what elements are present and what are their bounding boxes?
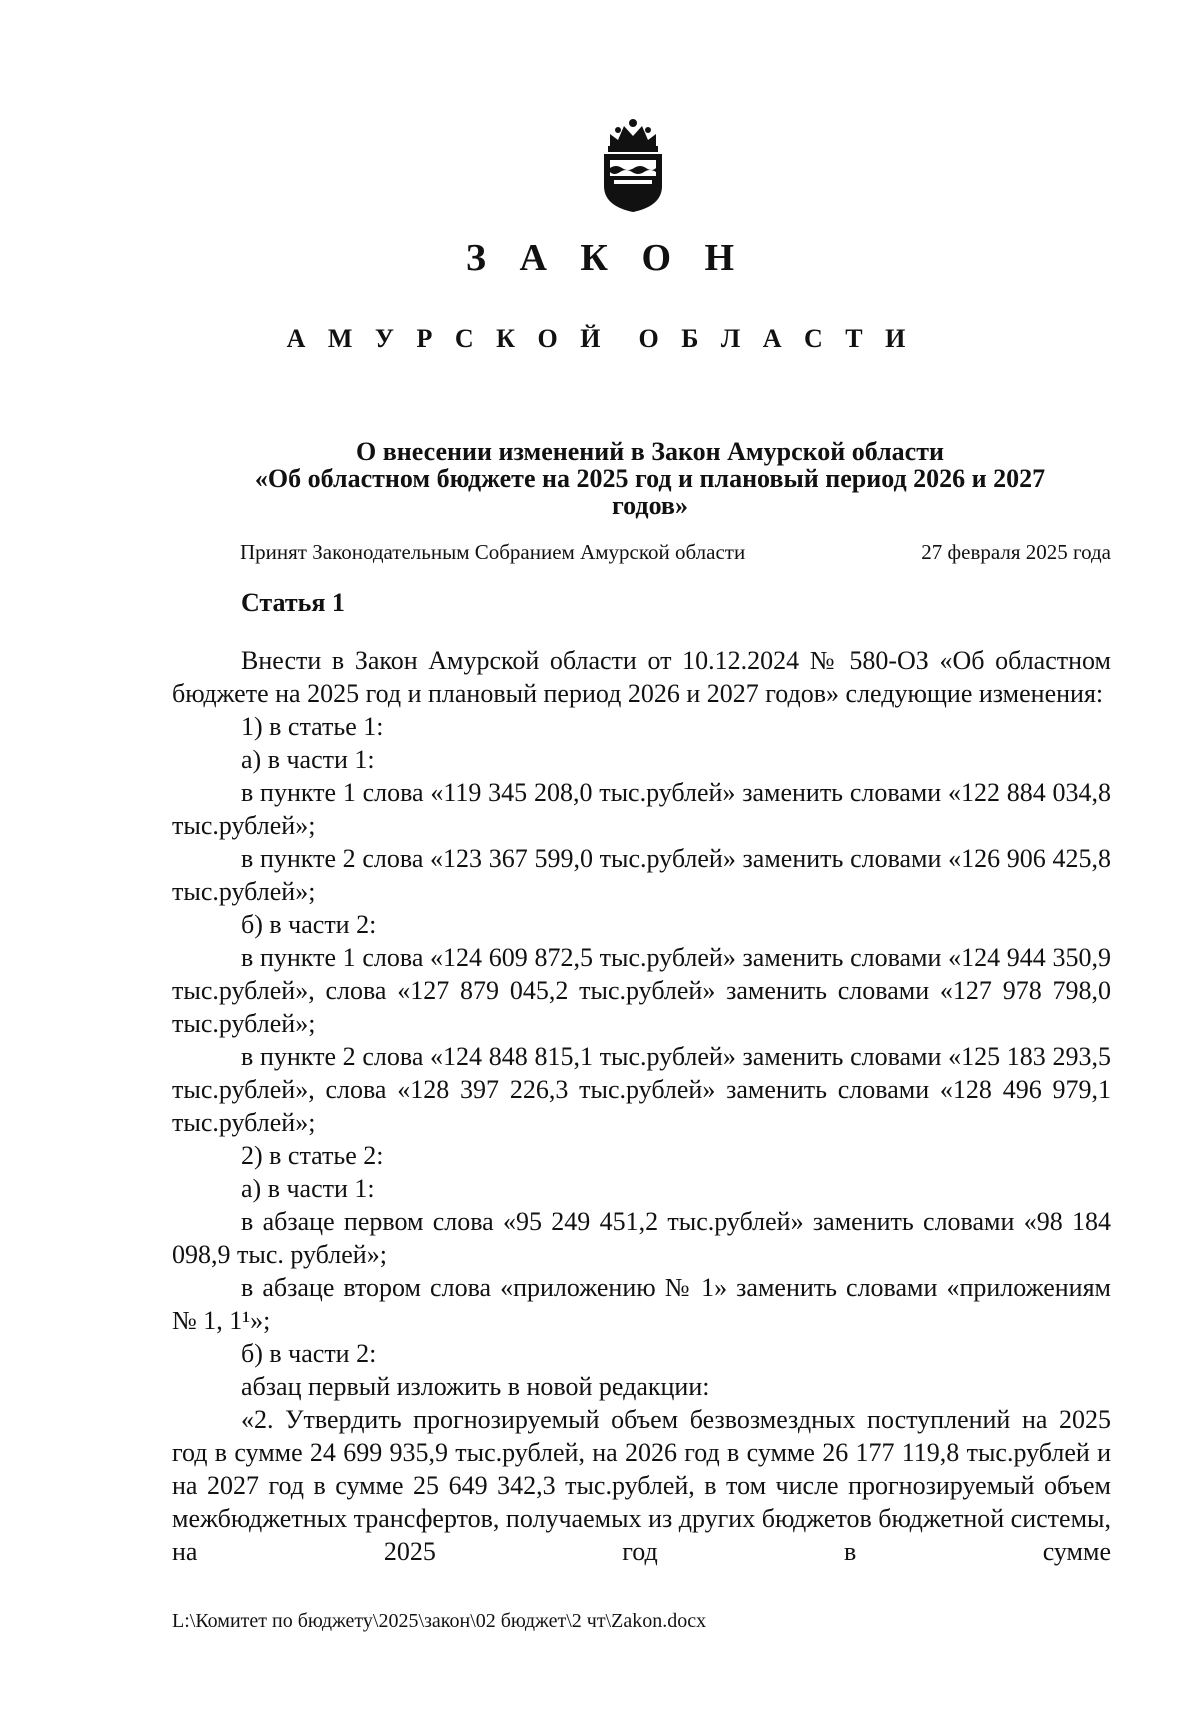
paragraph: в абзаце втором слова «приложению № 1» заменить словами «приложениям № 1, 1¹»;	[172, 1273, 1111, 1335]
paragraph: в абзаце первом слова «95 249 451,2 тыс.рублей» заменить словами «98 184 098,9 тыс. рублей»;	[172, 1207, 1111, 1269]
paragraph: в пункте 1 слова «119 345 208,0 тыс.рублей» заменить словами «122 884 034,8 тыс.рублей»;	[172, 778, 1111, 840]
file-path-footer: L:\Комитет по бюджету\2025\закон\02 бюджет\2 чт\Zakon.docx	[172, 1610, 707, 1632]
paragraph: а) в части 1:	[241, 1174, 375, 1203]
paragraph: абзац первый изложить в новой редакции:	[241, 1372, 710, 1401]
coat-of-arms-icon	[596, 118, 670, 214]
region-title	[0, 324, 1200, 354]
adopted-date: 27 февраля 2025 года	[921, 540, 1111, 564]
paragraph: а) в части 1:	[241, 745, 375, 774]
paragraph: Внести в Закон Амурской области от 10.12.2024 № 580-ОЗ «Об областном бюджете на 2025 год и плановый период 2026 и 2027 годов» следующие изменения:	[172, 646, 1111, 708]
paragraph: в пункте 2 слова «123 367 599,0 тыс.рублей» заменить словами «126 906 425,8 тыс.рублей»;	[172, 844, 1111, 906]
article-body	[172, 644, 1111, 1568]
paragraph: б) в части 2:	[241, 910, 377, 939]
heading-line-1: О внесении изменений в Закон Амурской области	[356, 437, 944, 466]
adopted-by: Принят Законодательным Собранием Амурской области	[240, 540, 746, 564]
heading-line-2: «Об областном бюджете на 2025 год и плановый период 2026 и 2027	[254, 464, 1046, 493]
region-word-1: А М У Р С К О Й	[286, 324, 609, 353]
article-title: Статья 1	[241, 588, 345, 617]
adoption-line	[240, 540, 1111, 565]
paragraph: 1) в статье 1:	[241, 712, 384, 741]
paragraph: б) в части 2:	[241, 1339, 377, 1368]
paragraph: 2) в статье 2:	[241, 1141, 384, 1170]
paragraph: в пункте 2 слова «124 848 815,1 тыс.рублей» заменить словами «125 183 293,5 тыс.рублей», слова «128 397 226,3 тыс.рублей» заменить словами «128 496 979,1 тыс.рублей»;	[172, 1042, 1111, 1137]
region-word-2: О Б Л А С Т И	[638, 324, 914, 353]
paragraph: в пункте 1 слова «124 609 872,5 тыс.рублей» заменить словами «124 944 350,9 тыс.рублей», слова «127 879 045,2 тыс.рублей» заменить словами «127 978 798,0 тыс.рублей»;	[172, 943, 1111, 1038]
paragraph: «2. Утвердить прогнозируемый объем безвозмездных поступлений на 2025 год в сумме 24 699 935,9 тыс.рублей, на 2026 год в сумме 26 177 119,8 тыс.рублей и на 2027 год в сумме 25 649 342,3 тыс.рублей, в том числе прогнозируемый объем межбюджетных трансфертов, получаемых из других бюджетов бюджетной системы, на 2025 год в сумме	[172, 1405, 1111, 1566]
document-type-title: З А К О Н	[465, 237, 747, 279]
law-heading	[200, 438, 1100, 519]
heading-line-3: годов»	[612, 491, 688, 520]
